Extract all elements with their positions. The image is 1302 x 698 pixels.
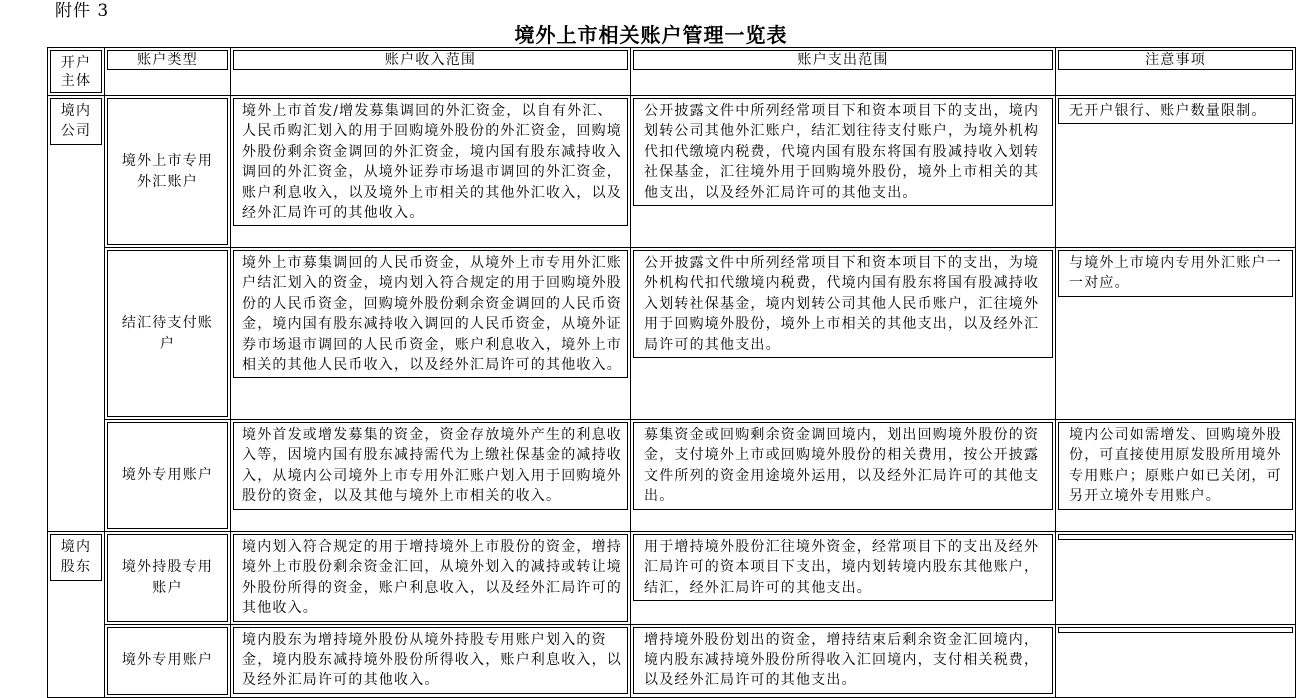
expense-scope-cell: [631, 625, 1056, 698]
expense-scope-text: 增持境外股份划出的资金，增持结束后剩余资金汇回境内，境内股东减持境外股份所得收入汇回境内，支付相关税费，以及经外汇局许可的其他支出。: [633, 627, 1053, 694]
income-scope-cell: [231, 420, 631, 532]
expense-scope-text: 用于增持境外股份汇往境外资金，经常项目下的支出及经外汇局许可的资本项目下支出，境内划转境内股东其他账户，结汇，经外汇局许可的其他支出。: [633, 534, 1053, 601]
account-type-label: 境外专用账户: [121, 652, 214, 669]
note-cell: [1056, 625, 1296, 698]
header-expense-scope: [631, 48, 1056, 96]
account-type-cell: [105, 248, 231, 420]
table-row: [48, 532, 1296, 625]
page-title: 境外上市相关账户管理一览表: [514, 23, 788, 47]
expense-scope-text: 公开披露文件中所列经常项目下和资本项目下的支出，为境外机构代扣代缴境内税费，代境内国有股东将国有股减持收入划转社保基金，境内划转公司其他人民币账户，汇往境外用于回购境外股份，境外上市相关的其他支出，以及经外汇局许可的其他支出。: [633, 250, 1053, 358]
account-type-cell: [105, 625, 231, 698]
account-management-table: [47, 47, 1296, 698]
account-type-label: 境外持股专用账户: [121, 559, 214, 596]
note-cell: [1056, 420, 1296, 532]
account-type-cell: [105, 96, 231, 248]
expense-scope-cell: [631, 248, 1056, 420]
expense-scope-cell: [631, 96, 1056, 248]
header-entity-label: 开户主体: [60, 54, 92, 89]
note-text: 无开户银行、账户数量限制。: [1058, 98, 1293, 124]
expense-scope-cell: [631, 420, 1056, 532]
income-scope-cell: [231, 96, 631, 248]
account-type-label: 境外专用账户: [121, 467, 214, 484]
entity-cell-domestic-shareholder: [48, 532, 105, 698]
income-scope-cell: [231, 625, 631, 698]
expense-scope-text: 公开披露文件中所列经常项目下和资本项目下的支出，境内划转公司其他外汇账户，结汇划往待支付账户，为境外机构代扣代缴境内税费，代境内国有股东将国有股减持收入划转社保基金，汇往境外用于回购境外股份，境外上市相关的其他支出，以及经外汇局许可的其他支出。: [633, 98, 1053, 206]
header-entity: [48, 48, 105, 96]
table-row: [48, 420, 1296, 532]
header-income-scope-label: 账户收入范围: [384, 52, 477, 68]
account-type-label: 境外上市专用外汇账户: [121, 153, 214, 190]
header-income-scope: [231, 48, 631, 96]
income-scope-cell: [231, 248, 631, 420]
note-cell: [1056, 96, 1296, 248]
table-row: [48, 625, 1296, 698]
account-type-label: 结汇待支付账户: [121, 315, 214, 352]
header-notes: [1056, 48, 1296, 96]
attachment-label: 附件 3: [55, 1, 110, 21]
note-cell: [1056, 532, 1296, 625]
income-scope-text: 境内划入符合规定的用于增持境外上市股份的资金，增持境外上市股份剩余资金汇回，从境外划入的减持或转让境外股份所得的资金，账户利息收入，以及经外汇局许可的其他收入。: [233, 534, 628, 622]
note-text: [1058, 534, 1293, 540]
header-account-type: [105, 48, 231, 96]
header-account-type-label: 账户类型: [137, 52, 198, 68]
account-type-cell: [105, 532, 231, 625]
table-row: [48, 96, 1296, 248]
table-header-row: [48, 48, 1296, 96]
note-text: [1058, 627, 1293, 633]
income-scope-cell: [231, 532, 631, 625]
header-expense-scope-label: 账户支出范围: [797, 52, 889, 68]
income-scope-text: 境内股东为增持境外股份从境外持股专用账户划入的资金，境内股东减持境外股份所得收入，账户利息收入，以及经外汇局许可的其他收入。: [233, 627, 628, 694]
account-type-cell: [105, 420, 231, 532]
note-text: 与境外上市境内专用外汇账户一一对应。: [1058, 250, 1293, 297]
expense-scope-text: 募集资金或回购剩余资金调回境内，划出回购境外股份的资金，支付境外上市或回购境外股份的相关费用，按公开披露文件所列的资金用途境外运用，以及经外汇局许可的其他支出。: [633, 422, 1053, 510]
header-notes-label: 注意事项: [1145, 52, 1206, 68]
note-cell: [1056, 248, 1296, 420]
entity-cell-domestic-company: [48, 96, 105, 532]
expense-scope-cell: [631, 532, 1056, 625]
entity-label: 境内股东: [60, 539, 92, 576]
income-scope-text: 境外上市募集调回的人民币资金，从境外上市专用外汇账户结汇划入的资金，境内划入符合规定的用于回购境外股份的人民币资金，回购境外股份剩余资金调回的人民币资金，境内国有股东减持收入调回的人民币资金，从境外证券市场退市调回的人民币资金，账户利息收入，境外上市相关的其他人民币收入，以及经外汇局许可的其他收入。: [233, 250, 628, 378]
income-scope-text: 境外上市首发/增发募集调回的外汇资金，以自有外汇、人民币购汇划入的用于回购境外股份的外汇资金，回购境外股份剩余资金调回的外汇资金，境内国有股东减持收入调回的外汇资金，从境外证券市场退市调回的外汇资金，账户利息收入，以及境外上市相关的其他外汇收入，以及经外汇局许可的其他收入。: [233, 98, 628, 226]
entity-label: 境内公司: [60, 103, 92, 140]
income-scope-text: 境外首发或增发募集的资金，资金存放境外产生的利息收入等，因境内国有股东减持需代为上缴社保基金的减持收入，从境内公司境外上市专用外汇账户划入用于回购境外股份的资金，以及其他与境外上市相关的收入。: [233, 422, 628, 510]
note-text: 境内公司如需增发、回购境外股份，可直接使用原发股所用境外专用账户；原账户如已关闭，可另开立境外专用账户。: [1058, 422, 1293, 510]
table-row: [48, 248, 1296, 420]
